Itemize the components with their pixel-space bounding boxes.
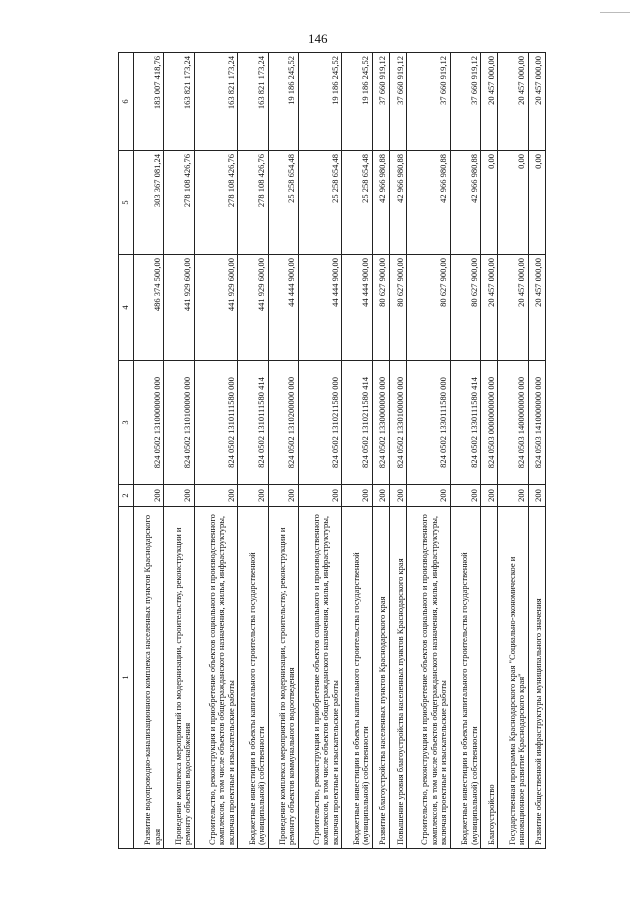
table-row [450,53,480,849]
row-sum2-cell: 0,00 [481,151,498,255]
row-name-cell: Проведение комплекса мероприятий по модернизации, строительству, реконструкции и ремонту объектов коммунального водоотведения [268,507,298,849]
row-sum2-cell: 0,00 [498,151,528,255]
header-cell: 6 [119,53,134,151]
row-sum2-cell: 0,00 [528,151,545,255]
page-number: 146 [308,31,328,46]
row-sum2-cell: 278 108 426,76 [164,151,194,255]
row-vr-cell: 200 [342,485,372,507]
row-sum1-cell: 44 444 900,00 [268,255,298,361]
header-cell: 1 [119,507,134,849]
row-code-cell: 824 0502 1330000000 000 [372,361,389,485]
row-vr-cell: 200 [481,485,498,507]
row-vr-cell: 200 [407,485,450,507]
table-row [528,53,545,849]
table-row [389,53,406,849]
table-row [481,53,498,849]
table-row [407,53,450,849]
table-row [164,53,194,849]
row-vr-cell: 200 [372,485,389,507]
row-sum3-cell: 163 821 173,24 [238,53,268,151]
row-code-cell: 824 0502 1330111580 000 [407,361,450,485]
header-cell: 2 [119,485,134,507]
row-sum3-cell: 37 660 919,12 [450,53,480,151]
header-cell: 4 [119,255,134,361]
row-sum3-cell: 20 457 000,00 [498,53,528,151]
row-name-cell: Бюджетные инвестиции в объекты капитального строительства государственной (муниципальной) собственности [450,507,480,849]
row-name-cell: Строительство, реконструкция и приобретение объектов социального и производственного комплексов, в том числе объектов общегражданского назначения, жилья, инфраструктуры, включая проектные и изыскательские работы [194,507,237,849]
row-vr-cell: 200 [238,485,268,507]
table-row [298,53,341,849]
row-sum3-cell: 183 007 418,76 [134,53,164,151]
row-name-cell: Строительство, реконструкция и приобретение объектов социального и производственного комплексов, в том числе объектов общегражданского назначения, жилья, инфраструктуры, включая проектные и изыскательские работы [298,507,341,849]
row-sum3-cell: 19 186 245,52 [342,53,372,151]
row-name-cell: Проведение комплекса мероприятий по модернизации, строительству, реконструкции и ремонту объектов водоснабжения [164,507,194,849]
row-vr-cell: 200 [194,485,237,507]
row-sum1-cell: 44 444 900,00 [298,255,341,361]
row-name-cell: Повышение уровня благоустройства населенных пунктов Краснодарского края [389,507,406,849]
row-sum1-cell: 441 929 600,00 [164,255,194,361]
row-code-cell: 824 0502 1310100000 000 [164,361,194,485]
row-sum1-cell: 80 627 900,00 [407,255,450,361]
row-sum3-cell: 163 821 173,24 [194,53,237,151]
row-name-cell: Развитие общественной инфраструктуры муниципального значения [528,507,545,849]
row-sum1-cell: 80 627 900,00 [372,255,389,361]
budget-table [118,52,546,849]
row-sum3-cell: 37 660 919,12 [389,53,406,151]
row-sum2-cell: 25 258 654,48 [268,151,298,255]
row-sum1-cell: 44 444 900,00 [342,255,372,361]
table-row [268,53,298,849]
row-code-cell: 824 0503 1400000000 000 [498,361,528,485]
row-name-cell: Бюджетные инвестиции в объекты капитального строительства государственной (муниципальной) собственности [342,507,372,849]
row-vr-cell: 200 [498,485,528,507]
row-sum2-cell: 25 258 654,48 [298,151,341,255]
row-sum1-cell: 441 929 600,00 [194,255,237,361]
row-vr-cell: 200 [268,485,298,507]
row-sum2-cell: 303 367 081,24 [134,151,164,255]
row-vr-cell: 200 [134,485,164,507]
row-name-cell: Развитие водопроводно-канализационного комплекса населенных пунктов Краснодарского края [134,507,164,849]
row-sum2-cell: 278 108 426,76 [238,151,268,255]
row-vr-cell: 200 [528,485,545,507]
table-row [194,53,237,849]
row-sum3-cell: 19 186 245,52 [298,53,341,151]
row-sum1-cell: 441 929 600,00 [238,255,268,361]
row-code-cell: 824 0502 1310211580 414 [342,361,372,485]
row-code-cell: 824 0502 1310111580 000 [194,361,237,485]
header-row [119,53,134,849]
rotated-table-frame [118,53,546,849]
row-sum3-cell: 20 457 000,00 [481,53,498,151]
row-sum1-cell: 20 457 000,00 [498,255,528,361]
row-sum2-cell: 25 258 654,48 [342,151,372,255]
row-sum2-cell: 42 966 980,88 [372,151,389,255]
row-code-cell: 824 0502 1310111580 414 [238,361,268,485]
row-name-cell: Бюджетные инвестиции в объекты капитального строительства государственной (муниципальной) собственности [238,507,268,849]
row-code-cell: 824 0502 1310000000 000 [134,361,164,485]
row-sum2-cell: 42 966 980,88 [450,151,480,255]
row-code-cell: 824 0502 1310200000 000 [268,361,298,485]
row-name-cell: Развитие благоустройства населенных пунктов Краснодарского края [372,507,389,849]
row-code-cell: 824 0502 1310211580 000 [298,361,341,485]
row-vr-cell: 200 [389,485,406,507]
row-vr-cell: 200 [450,485,480,507]
row-name-cell: Благоустройство [481,507,498,849]
row-sum3-cell: 37 660 919,12 [407,53,450,151]
row-sum1-cell: 486 374 500,00 [134,255,164,361]
row-sum3-cell: 19 186 245,52 [268,53,298,151]
row-name-cell: Строительство, реконструкция и приобретение объектов социального и производственного комплексов, в том числе объектов общегражданского назначения, жилья, инфраструктуры, включая проектные и изыскательские работы [407,507,450,849]
row-sum1-cell: 20 457 000,00 [528,255,545,361]
top-edge-line [600,12,630,13]
row-sum2-cell: 42 966 980,88 [389,151,406,255]
row-vr-cell: 200 [298,485,341,507]
row-code-cell: 824 0502 1330100000 000 [389,361,406,485]
row-sum3-cell: 37 660 919,12 [372,53,389,151]
row-sum2-cell: 42 966 980,88 [407,151,450,255]
row-code-cell: 824 0503 1410000000 000 [528,361,545,485]
row-sum2-cell: 278 108 426,76 [194,151,237,255]
table-row [372,53,389,849]
row-code-cell: 824 0503 0000000000 000 [481,361,498,485]
row-name-cell: Государственная программа Краснодарского края "Социально-экономическое и инновационное развитие Краснодарского края" [498,507,528,849]
table-row [238,53,268,849]
row-sum1-cell: 80 627 900,00 [389,255,406,361]
table-row [498,53,528,849]
row-sum3-cell: 163 821 173,24 [164,53,194,151]
table-row [134,53,164,849]
row-vr-cell: 200 [164,485,194,507]
row-sum1-cell: 20 457 000,00 [481,255,498,361]
header-cell: 3 [119,361,134,485]
row-code-cell: 824 0502 1330111580 414 [450,361,480,485]
row-sum3-cell: 20 457 000,00 [528,53,545,151]
header-cell: 5 [119,151,134,255]
row-sum1-cell: 80 627 900,00 [450,255,480,361]
table-row [342,53,372,849]
